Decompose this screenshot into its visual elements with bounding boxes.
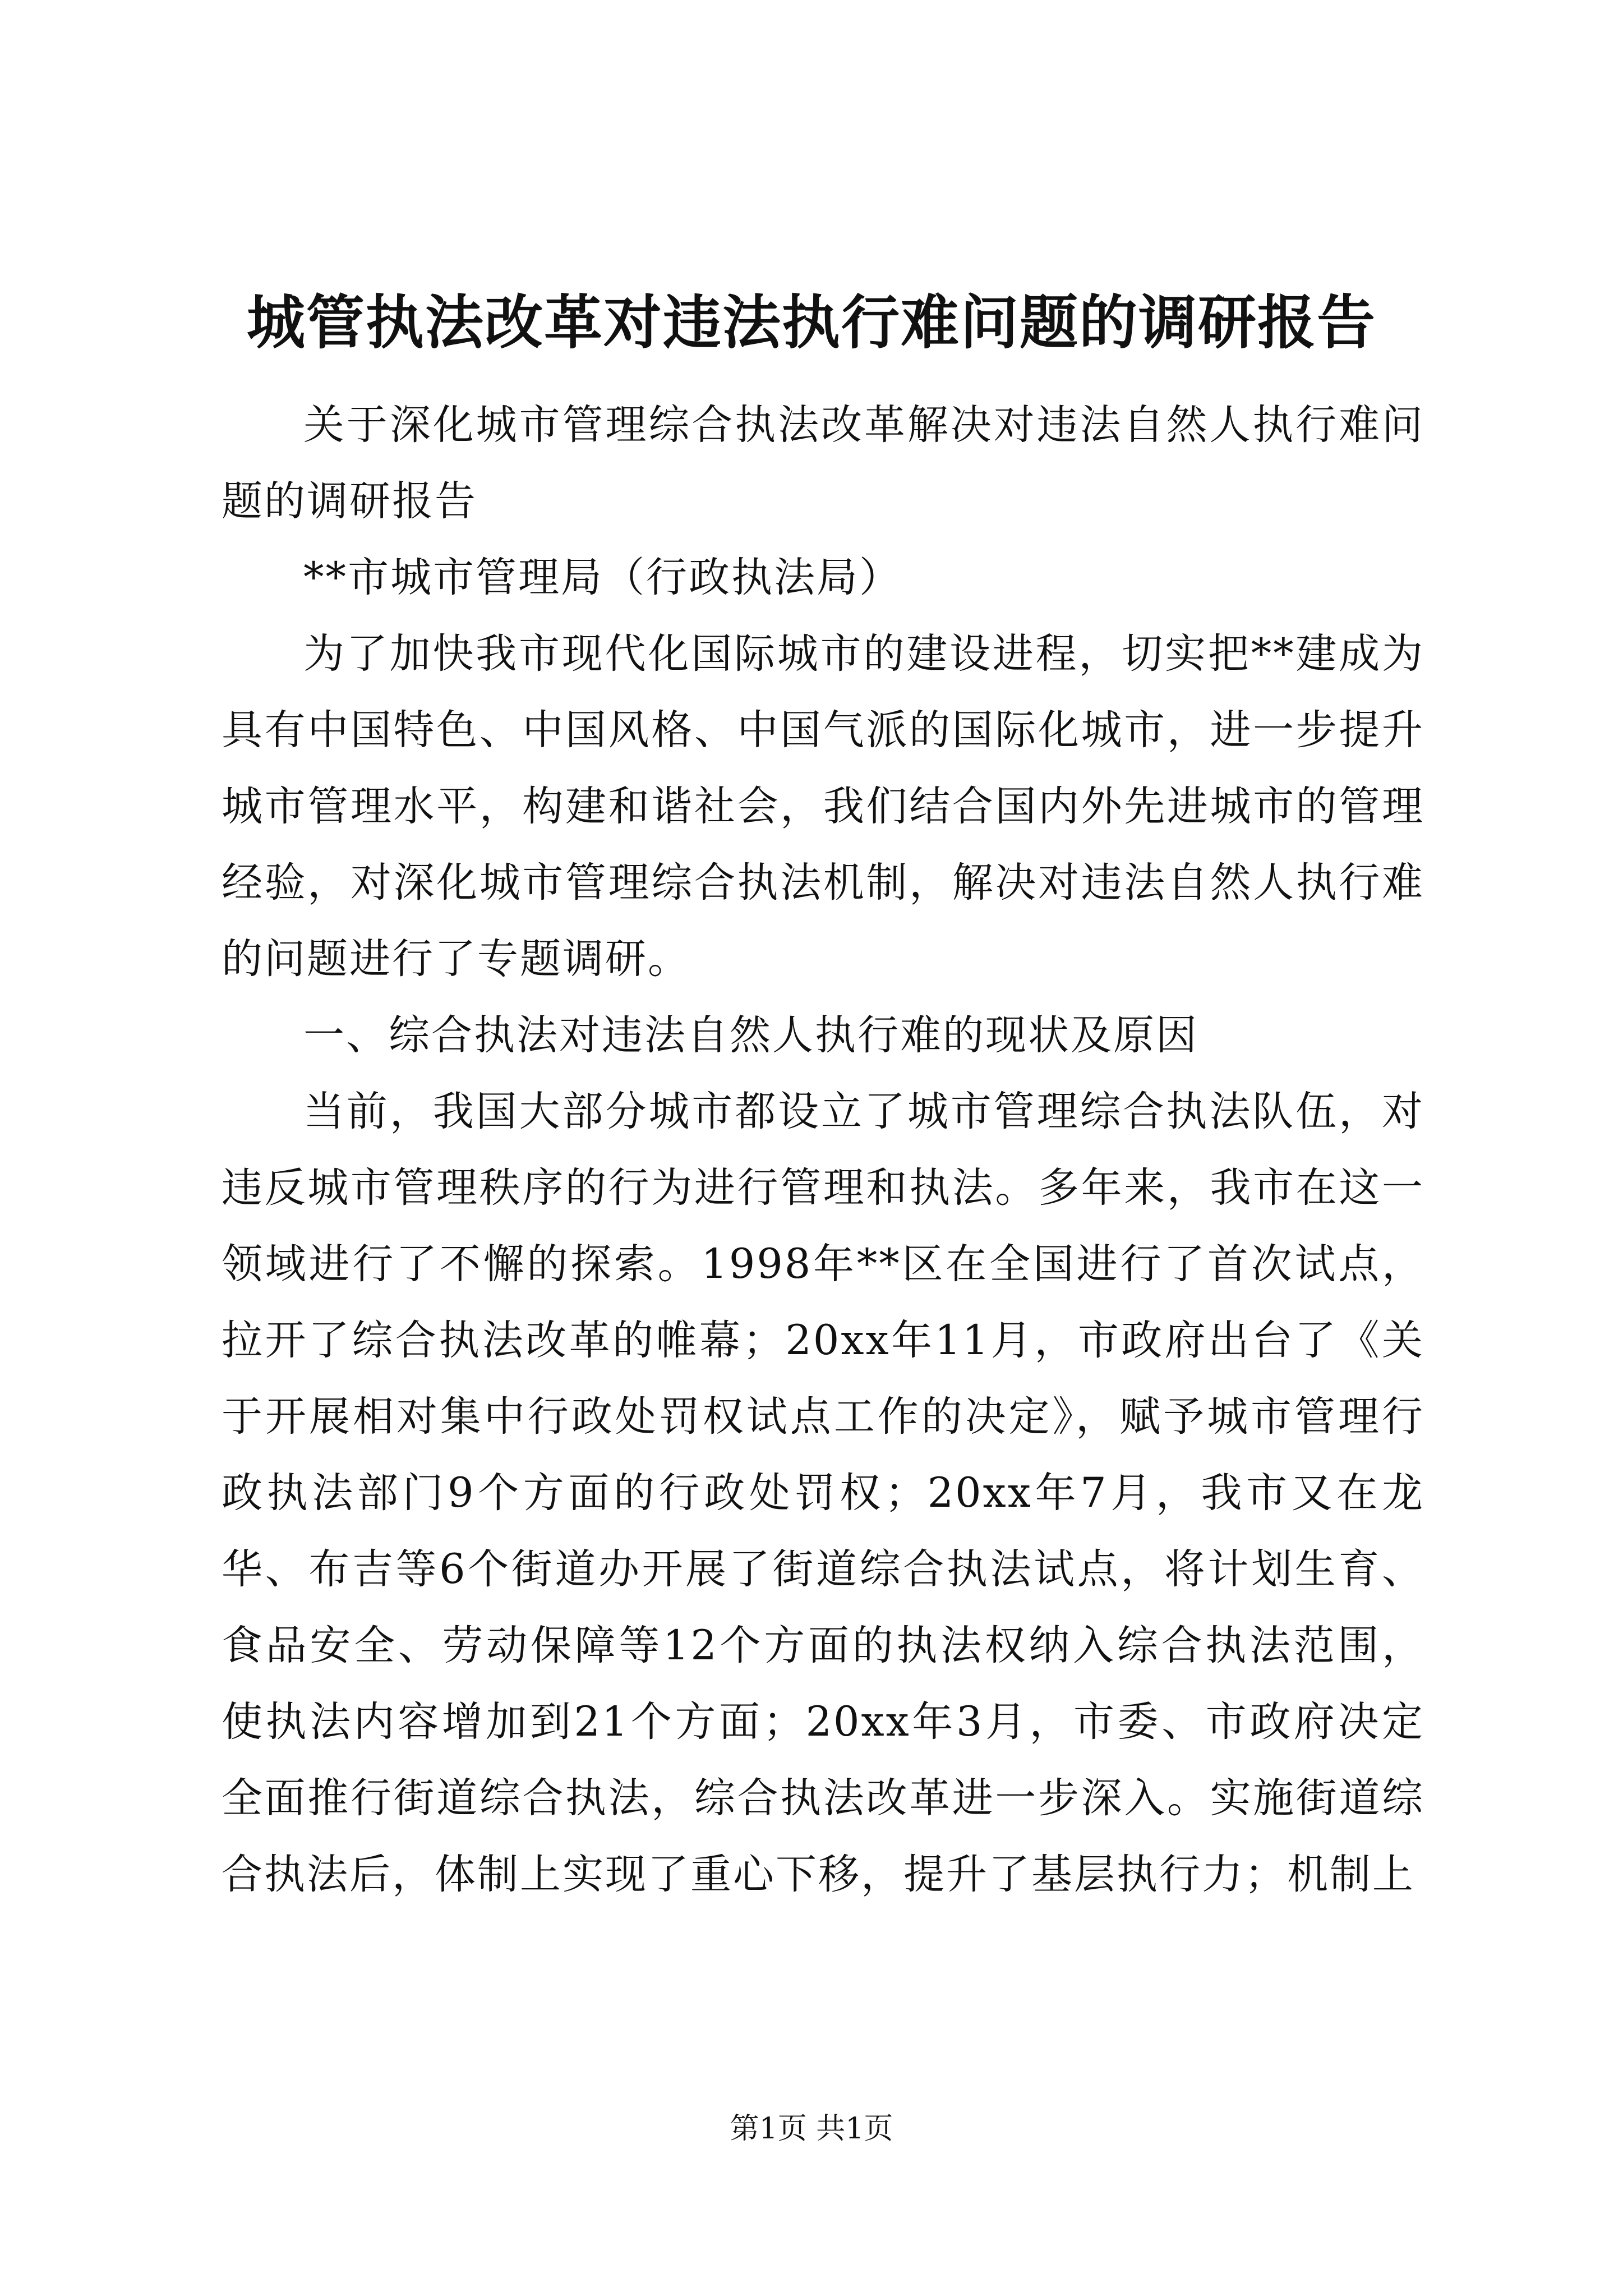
document-title: 城管执法改革对违法执行难问题的调研报告 <box>246 288 1376 357</box>
paragraph-section-heading: 一、综合执法对违法自然人执行难的现状及原因 <box>303 1011 1198 1059</box>
paragraph-intro: 为了加快我市现代化国际城市的建设进程，切实把**建成为具有中国特色、中国风格、中国气派的国际化城市，进一步提升城市管理水平，构建和谐社会，我们结合国内外先进城市的管理经验，对深化城市管理综合执法机制，解决对违法自然人执行难的问题进行了专题调研。 <box>222 630 1424 983</box>
paragraph-current-status: 当前，我国大部分城市都设立了城市管理综合执法队伍，对违反城市管理秩序的行为进行管理和执法。多年来，我市在这一领域进行了不懈的探索。1998年**区在全国进行了首次试点，拉开了综合执法改革的帷幕；20xx年11月，市政府出台了《关于开展相对集中行政处罚权试点工作的决定》，赋予城市管理行政执法部门9个方面的行政处罚权；20xx年7月，我市又在龙华、布吉等6个街道办开展了街道综合执法试点，将计划生育、食品安全、劳动保障等12个方面的执法权纳入综合执法范围，使执法内容增加到21个方面；20xx年3月，市委、市政府决定全面推行街道综合执法，综合执法改革进一步深入。实施街道综合执法后，体制上实现了重心下移，提升了基层执行力；机制上 <box>222 1088 1424 1898</box>
document-body <box>222 387 1424 1913</box>
page-footer: 第1页 共1页 <box>730 2112 893 2146</box>
paragraph-author: **市城市管理局（行政执法局） <box>303 554 902 601</box>
paragraph-report-subtitle: 关于深化城市管理综合执法改革解决对违法自然人执行难问题的调研报告 <box>222 401 1424 525</box>
